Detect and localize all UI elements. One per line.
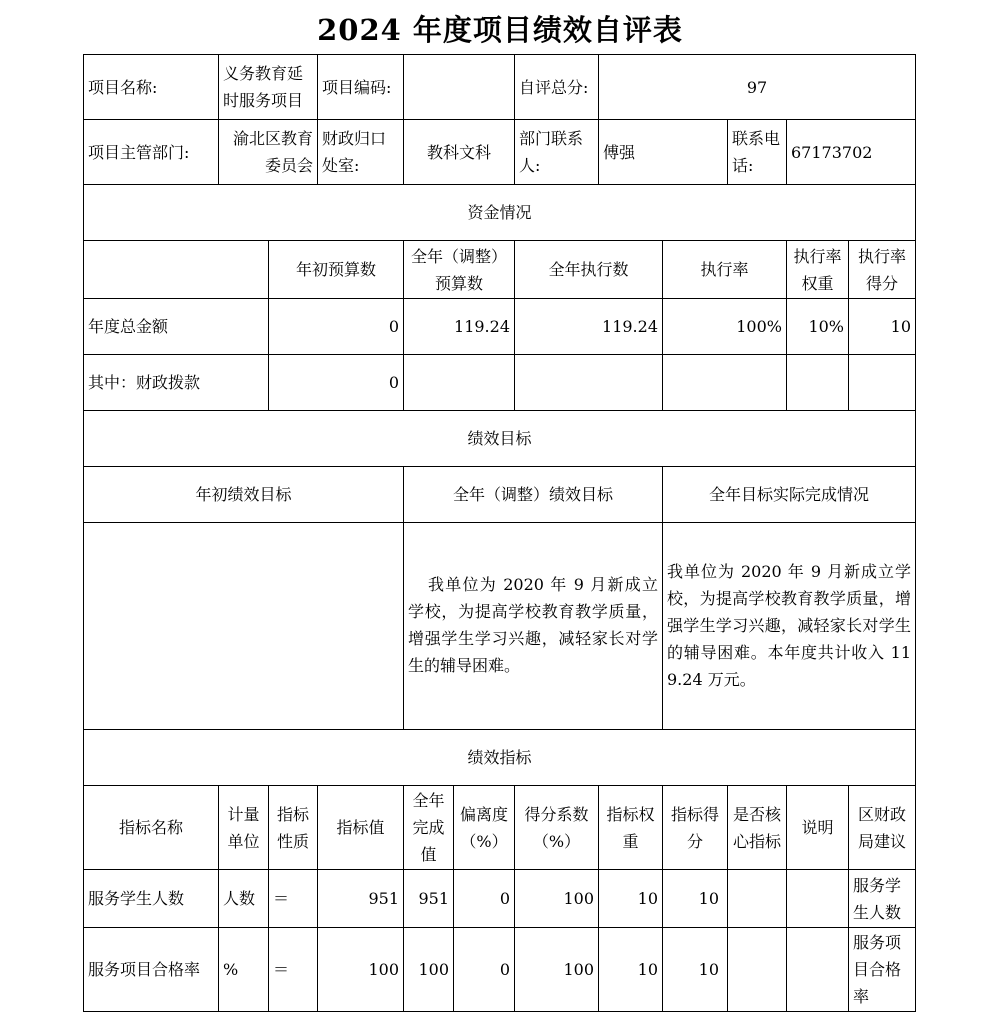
funds-cell: 10	[890, 317, 911, 336]
indicator-cell-target: 951	[368, 889, 399, 908]
goals-col-header: 全年（调整）绩效目标	[452, 485, 613, 504]
funds-cell: 100%	[736, 317, 782, 336]
contact-value: 傅强	[603, 142, 636, 162]
indicator-cell-nature: ＝	[273, 960, 290, 979]
indicators-section-title: 绩效指标	[467, 748, 532, 767]
goals-col-header: 年初绩效目标	[195, 485, 292, 504]
self-score-label: 自评总分:	[519, 77, 589, 97]
funds-col-header: 全年执行数	[548, 260, 629, 279]
indicator-cell-weight: 10	[637, 960, 658, 979]
indicator-col-header: 指标性质	[276, 804, 309, 851]
finance-office-value: 教科文科	[426, 142, 491, 162]
project-code-label: 项目编码:	[322, 77, 392, 97]
indicator-col-header: 全年完成值	[412, 791, 445, 864]
funds-cell	[663, 355, 786, 410]
indicator-cell-coefficient: 100	[563, 889, 594, 908]
indicator-cell-coefficient: 100	[563, 960, 594, 979]
funds-row-label: 年度总金额	[88, 317, 169, 336]
indicator-cell-nature: ＝	[273, 889, 290, 908]
indicator-cell-core	[728, 928, 786, 1011]
grid-line	[83, 1011, 916, 1012]
indicator-cell-actual: 100	[418, 960, 449, 979]
indicator-col-header: 指标值	[336, 818, 385, 837]
self-score-value: 97	[746, 77, 768, 97]
funds-cell: 119.24	[602, 317, 658, 336]
indicator-col-header: 指标权重	[606, 804, 655, 851]
indicator-col-header: 是否核心指标	[732, 804, 781, 851]
indicator-cell-suggestion: 服务学生人数	[853, 875, 902, 922]
goals-initial-text	[84, 523, 403, 729]
dept-label: 项目主管部门:	[88, 142, 190, 162]
funds-cell: 0	[388, 317, 399, 336]
indicator-cell-target: 100	[368, 960, 399, 979]
funds-cell: 10%	[808, 317, 844, 336]
funds-cell	[515, 355, 662, 410]
finance-office-label: 财政归口处室:	[322, 129, 387, 175]
indicator-cell-suggestion: 服务项目合格率	[853, 933, 902, 1006]
project-code-value	[404, 55, 514, 119]
funds-cell: 0	[388, 373, 399, 392]
funds-col-header: 执行率权重	[793, 246, 842, 293]
funds-col-header: 执行率得分	[857, 246, 906, 293]
indicator-cell-actual: 951	[418, 889, 449, 908]
indicator-col-header: 区财政局建议	[857, 804, 906, 851]
phone-value: 67173702	[791, 142, 873, 162]
goals-section-title: 绩效目标	[467, 429, 532, 448]
indicator-cell-deviation: 0	[499, 960, 510, 979]
funds-cell	[849, 355, 915, 410]
indicator-cell-weight: 10	[637, 889, 658, 908]
funds-row-label: 其中：财政拨款	[88, 373, 201, 392]
funds-col-header: 执行率	[700, 260, 749, 279]
indicator-cell-deviation: 0	[499, 889, 510, 908]
indicator-cell-core	[728, 870, 786, 927]
indicator-cell-note	[787, 928, 848, 1011]
goals-actual-text: 我单位为 2020 年 9 月新成立学校，为提高学校教育教学质量，增强学生学习兴趣，减轻家长对学生的辅导困难。本年度共计收入 119.24 万元。	[667, 562, 911, 689]
goals-col-header: 全年目标实际完成情况	[708, 485, 869, 504]
funds-cell	[787, 355, 848, 410]
phone-label: 联系电话:	[732, 129, 781, 175]
page-title: 2024 年度项目绩效自评表	[317, 13, 683, 47]
indicator-cell-score: 10	[698, 889, 719, 908]
funds-cell: 119.24	[454, 317, 510, 336]
goals-adjusted-text: 我单位为 2020 年 9 月新成立学校，为提高学校教育教学质量，增强学生学习兴趣，减轻家长对学生的辅导困难。	[408, 575, 658, 675]
indicator-cell-note	[787, 870, 848, 927]
funds-col-header: 年初预算数	[295, 260, 376, 279]
contact-label: 部门联系人:	[519, 129, 584, 175]
funds-cell	[404, 355, 514, 410]
indicator-cell-name: 服务项目合格率	[88, 960, 201, 979]
indicator-cell-name: 服务学生人数	[88, 889, 185, 908]
funds-section-title: 资金情况	[467, 203, 532, 222]
indicator-cell-unit: %	[223, 960, 239, 979]
indicator-cell-unit: 人数	[223, 889, 256, 908]
indicator-col-header: 偏离度（%）	[459, 804, 508, 851]
indicator-col-header: 计量单位	[227, 804, 260, 851]
indicator-cell-score: 10	[698, 960, 719, 979]
indicator-col-header: 指标名称	[118, 818, 183, 837]
dept-value: 渝北区教育委员会	[232, 129, 313, 175]
project-name-label: 项目名称:	[88, 77, 158, 97]
indicator-col-header: 得分系数（%）	[524, 804, 589, 851]
project-name-value: 义务教育延时服务项目	[223, 64, 304, 110]
funds-col-header: 全年（调整）预算数	[410, 246, 507, 293]
indicator-col-header: 指标得分	[670, 804, 719, 851]
indicator-col-header: 说明	[801, 818, 834, 837]
